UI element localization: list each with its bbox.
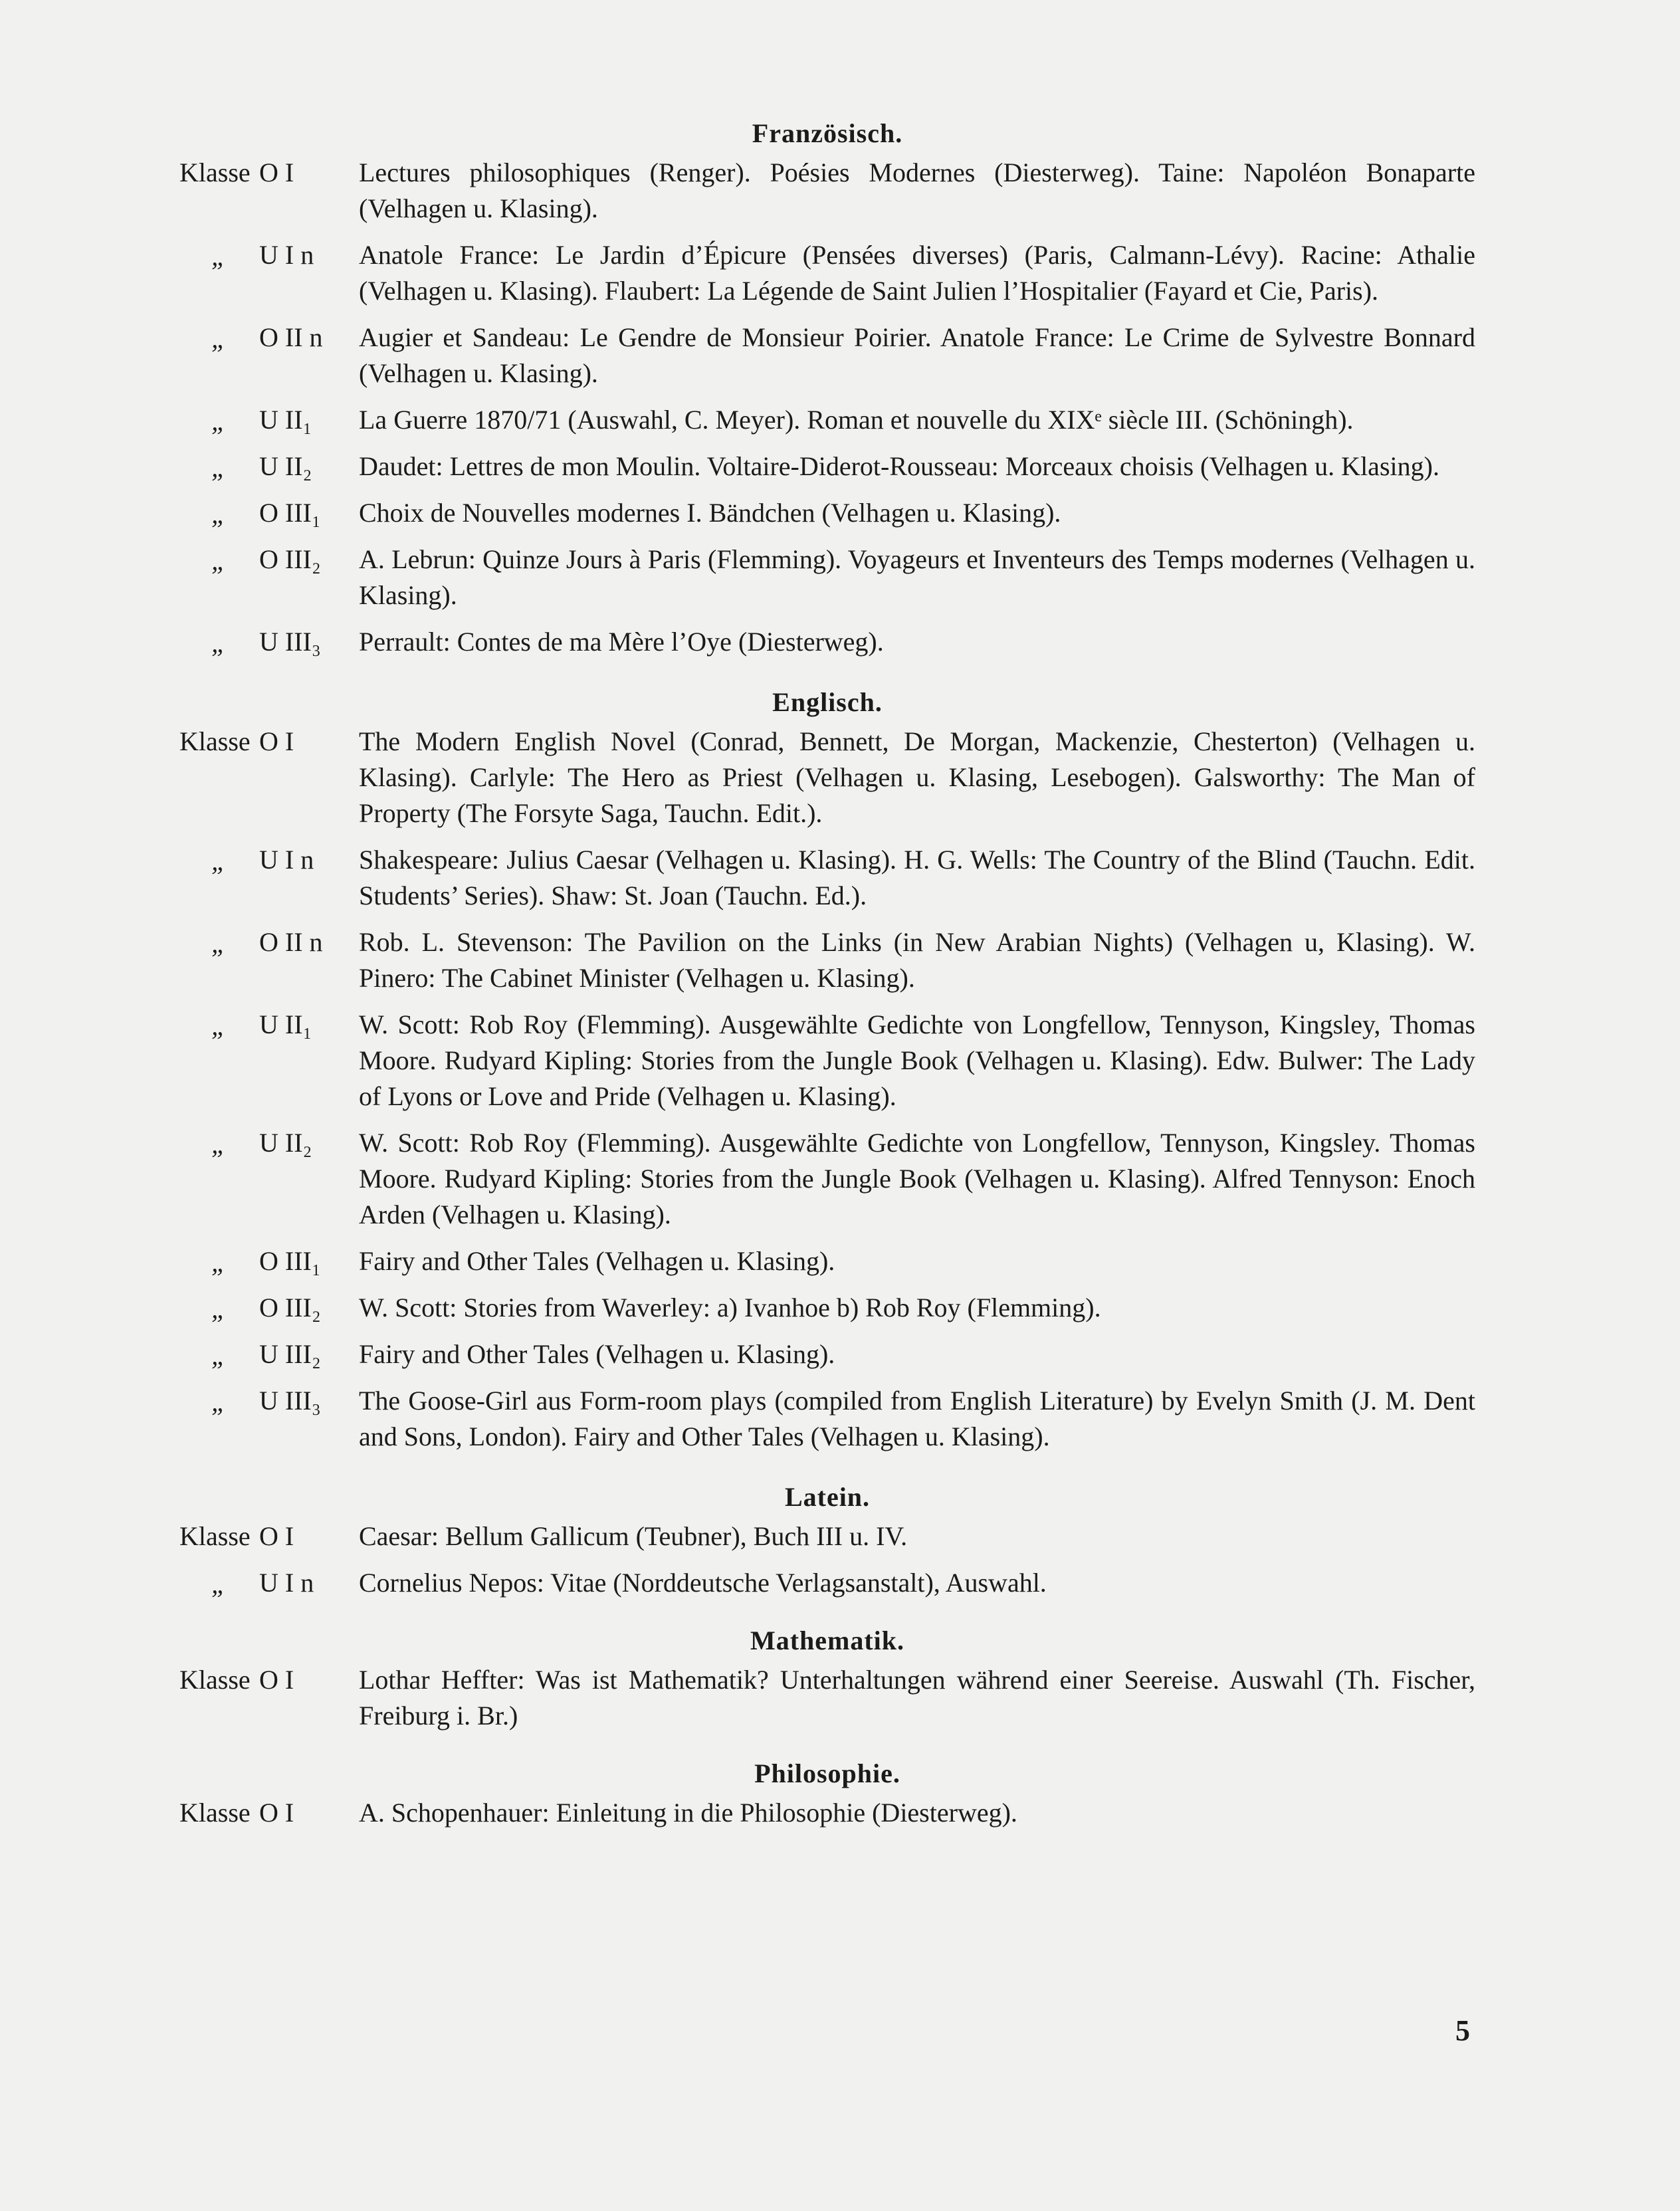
- class-entry: [179, 624, 1475, 660]
- ditto-mark: „: [211, 499, 227, 529]
- book-list-text: Anatole France: Le Jardin d’Épicure (Pensées diverses) (Paris, Calmann-Lévy). Racine: Athalie (Velhagen u. Klasing). Flaubert: La Légende de Saint Julien l’Hospitalier (Fayard et Cie, Paris).: [359, 240, 1475, 306]
- class-name: O III₂: [259, 1293, 321, 1322]
- class-name: O I: [259, 726, 294, 756]
- class-label: [179, 1795, 359, 1831]
- class-label: [179, 924, 359, 996]
- ditto-mark: „: [211, 324, 227, 354]
- ditto-mark: „: [211, 928, 227, 958]
- class-name: O III₁: [259, 498, 321, 528]
- class-entry: [179, 1662, 1475, 1734]
- class-label: [179, 1565, 359, 1601]
- class-label: [179, 724, 359, 831]
- book-list-text: W. Scott: Rob Roy (Flemming). Ausgewählte Gedichte von Longfellow, Tennyson, Kingsley, Thomas Moore. Rudyard Kipling: Stories from the Jungle Book (Velhagen u. Klasing). Edw. Bulwer: The Lady of Lyons or Love and Pride (Velhagen u. Klasing).: [359, 1009, 1475, 1111]
- class-label: [179, 155, 359, 227]
- class-name: O I: [259, 1665, 294, 1695]
- class-entry: [179, 1243, 1475, 1279]
- section-latein: [179, 1480, 1475, 1601]
- class-entry: [179, 542, 1475, 613]
- class-entry: [179, 924, 1475, 996]
- class-label: [179, 1662, 359, 1734]
- ditto-mark: „: [211, 1011, 227, 1041]
- ditto-mark: „: [211, 628, 227, 658]
- klasse-prefix: Klasse: [179, 1665, 251, 1695]
- class-label: [179, 624, 359, 660]
- class-label: [179, 402, 359, 438]
- class-name: U II₂: [259, 451, 312, 481]
- section-mathematik: [179, 1624, 1475, 1734]
- ditto-mark: „: [211, 241, 227, 271]
- page-number: 5: [1455, 2014, 1470, 2047]
- ditto-mark: „: [211, 1340, 227, 1370]
- section-französisch: [179, 116, 1475, 660]
- class-label: [179, 1383, 359, 1455]
- class-entry: [179, 1795, 1475, 1831]
- class-label: [179, 1519, 359, 1554]
- class-label: [179, 320, 359, 391]
- class-entry: [179, 1383, 1475, 1455]
- class-name: O I: [259, 1521, 294, 1551]
- class-name: U III₃: [259, 627, 321, 657]
- class-label: [179, 237, 359, 309]
- section-heading: Philosophie.: [754, 1758, 900, 1788]
- class-name: U II₁: [259, 405, 312, 435]
- ditto-mark: „: [211, 453, 227, 482]
- ditto-mark: „: [211, 1569, 227, 1599]
- ditto-mark: „: [211, 846, 227, 876]
- class-name: O I: [259, 1798, 294, 1828]
- book-list-text: La Guerre 1870/71 (Auswahl, C. Meyer). Roman et nouvelle du XIXᵉ siècle III. (Schöningh).: [359, 405, 1354, 435]
- class-name: U I n: [259, 845, 314, 875]
- class-entry: [179, 155, 1475, 227]
- class-name: O II n: [259, 927, 323, 957]
- class-entry: [179, 320, 1475, 391]
- book-list-text: A. Schopenhauer: Einleitung in die Philosophie (Diesterweg).: [359, 1798, 1017, 1828]
- class-label: [179, 842, 359, 914]
- class-entry: [179, 1007, 1475, 1114]
- book-list-text: Fairy and Other Tales (Velhagen u. Klasing).: [359, 1339, 835, 1369]
- class-entry: [179, 237, 1475, 309]
- section-heading: Englisch.: [772, 687, 883, 717]
- class-label: [179, 1243, 359, 1279]
- class-entry: [179, 1125, 1475, 1233]
- class-entry: [179, 449, 1475, 484]
- class-name: U I n: [259, 1568, 314, 1598]
- book-list-text: Cornelius Nepos: Vitae (Norddeutsche Verlagsanstalt), Auswahl.: [359, 1568, 1047, 1598]
- ditto-mark: „: [211, 1387, 227, 1417]
- class-entry: [179, 842, 1475, 914]
- klasse-prefix: Klasse: [179, 158, 251, 187]
- section-englisch: [179, 685, 1475, 1455]
- class-entry: [179, 1565, 1475, 1601]
- section-heading: Französisch.: [752, 118, 903, 148]
- book-list-text: Choix de Nouvelles modernes I. Bändchen (Velhagen u. Klasing).: [359, 498, 1061, 528]
- class-name: O II n: [259, 322, 323, 352]
- section-heading: Mathematik.: [750, 1626, 905, 1655]
- ditto-mark: „: [211, 1294, 227, 1324]
- book-list-text: Perrault: Contes de ma Mère l’Oye (Diesterweg).: [359, 627, 884, 657]
- book-list-text: Lothar Heffter: Was ist Mathematik? Unterhaltungen während einer Seereise. Auswahl (Th. Fischer, Freiburg i. Br.): [359, 1665, 1475, 1731]
- class-label: [179, 449, 359, 484]
- class-entry: [179, 1290, 1475, 1326]
- book-list-text: Augier et Sandeau: Le Gendre de Monsieur Poirier. Anatole France: Le Crime de Sylvestre Bonnard (Velhagen u. Klasing).: [359, 322, 1475, 388]
- class-label: [179, 1125, 359, 1233]
- class-name: O III₁: [259, 1246, 321, 1276]
- ditto-mark: „: [211, 406, 227, 436]
- class-label: [179, 495, 359, 531]
- class-name: O I: [259, 158, 294, 187]
- book-list-text: Daudet: Lettres de mon Moulin. Voltaire-Diderot-Rousseau: Morceaux choisis (Velhagen u. Klasing).: [359, 451, 1439, 481]
- class-name: U III₃: [259, 1386, 321, 1416]
- class-label: [179, 1336, 359, 1372]
- class-entry: [179, 724, 1475, 831]
- book-list-text: W. Scott: Stories from Waverley: a) Ivanhoe b) Rob Roy (Flemming).: [359, 1293, 1101, 1322]
- ditto-mark: „: [211, 546, 227, 576]
- section-heading: Latein.: [784, 1482, 871, 1512]
- klasse-prefix: Klasse: [179, 726, 251, 756]
- book-list-text: The Goose-Girl aus Form-room plays (compiled from English Literature) by Evelyn Smith (J. M. Dent and Sons, London). Fairy and Other Tales (Velhagen u. Klasing).: [359, 1386, 1475, 1451]
- class-label: [179, 542, 359, 613]
- class-entry: [179, 402, 1475, 438]
- book-list-text: Caesar: Bellum Gallicum (Teubner), Buch III u. IV.: [359, 1521, 908, 1551]
- class-name: O III₂: [259, 544, 321, 574]
- book-list-text: Shakespeare: Julius Caesar (Velhagen u. Klasing). H. G. Wells: The Country of the Blind (Tauchn. Edit. Students’ Series). Shaw: St. Joan (Tauchn. Ed.).: [359, 845, 1475, 910]
- class-name: U II₁: [259, 1009, 312, 1039]
- class-label: [179, 1007, 359, 1114]
- book-list-text: Fairy and Other Tales (Velhagen u. Klasing).: [359, 1246, 835, 1276]
- section-philosophie: [179, 1756, 1475, 1831]
- book-list-text: Rob. L. Stevenson: The Pavilion on the Links (in New Arabian Nights) (Velhagen u, Klasing). W. Pinero: The Cabinet Minister (Velhagen u. Klasing).: [359, 927, 1475, 993]
- class-name: U III₂: [259, 1339, 321, 1369]
- ditto-mark: „: [211, 1247, 227, 1277]
- reading-list: [179, 116, 1475, 1842]
- class-entry: [179, 1519, 1475, 1554]
- class-name: U II₂: [259, 1128, 312, 1158]
- book-list-text: Lectures philosophiques (Renger). Poésies Modernes (Diesterweg). Taine: Napoléon Bonaparte (Velhagen u. Klasing).: [359, 158, 1475, 223]
- class-entry: [179, 495, 1475, 531]
- book-list-text: The Modern English Novel (Conrad, Bennett, De Morgan, Mackenzie, Chesterton) (Velhagen u. Klasing). Carlyle: The Hero as Priest (Velhagen u. Klasing, Lesebogen). Galsworthy: The Man of Property (The Forsyte Saga, Tauchn. Edit.).: [359, 726, 1475, 828]
- ditto-mark: „: [211, 1129, 227, 1159]
- class-entry: [179, 1336, 1475, 1372]
- book-list-text: A. Lebrun: Quinze Jours à Paris (Flemming). Voyageurs et Inventeurs des Temps modernes (Velhagen u. Klasing).: [359, 544, 1475, 610]
- class-name: U I n: [259, 240, 314, 270]
- klasse-prefix: Klasse: [179, 1521, 251, 1551]
- klasse-prefix: Klasse: [179, 1798, 251, 1828]
- class-label: [179, 1290, 359, 1326]
- book-list-text: W. Scott: Rob Roy (Flemming). Ausgewählte Gedichte von Longfellow, Tennyson, Kingsley. Thomas Moore. Rudyard Kipling: Stories from the Jungle Book (Velhagen u. Klasing). Alfred Tennyson: Enoch Arden (Velhagen u. Klasing).: [359, 1128, 1475, 1229]
